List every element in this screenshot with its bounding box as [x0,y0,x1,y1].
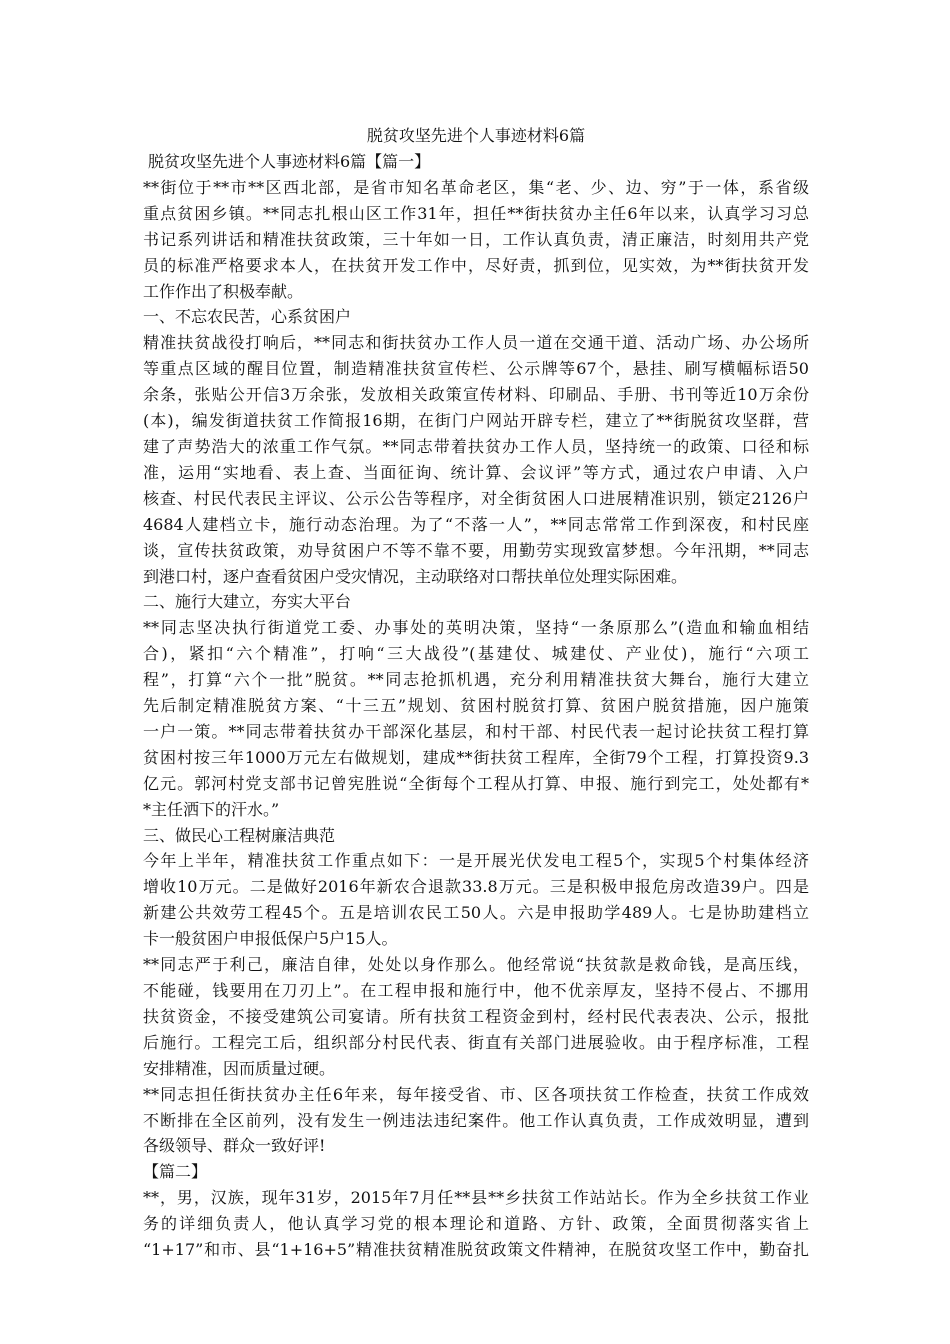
text-line: 员的标准严格要求本人，在扶贫开发工作中，尽好责，抓到位，见实效，为**街扶贫开发 [143,255,809,275]
text-line: 工作作出了积极奉献。 [143,281,304,301]
text-line: 一、不忘农民苦，心系贫困户 [143,307,352,327]
document-page [143,123,809,1263]
text-line: *主任洒下的汗水。” [143,799,280,819]
text-line: **同志担任街扶贫办主任6年来，每年接受省、市、区各项扶贫工作检查，扶贫工作成效 [143,1084,809,1104]
text-line: **同志坚决执行街道党工委、办事处的英明决策，坚持“一条原那么”(造血和输血相结 [143,618,809,638]
text-line: 不断排在全区前列，没有发生一例违法违纪案件。他工作认真负责，工作成效明显，遭到 [143,1110,809,1130]
text-line: 4684人建档立卡，施行动态治理。为了“不落一人”，**同志常常工作到深夜，和村民座 [143,514,809,534]
text-line: 卡一般贫困户申报低保户5户15人。 [143,929,398,949]
text-line: 书记系列讲话和精准扶贫政策，三十年如一日，工作认真负责，清正廉洁，时刻用共产党 [143,229,809,249]
text-line: 建了声势浩大的浓重工作气氛。**同志带着扶贫办工作人员，坚持统一的政策、口径和标 [143,436,809,456]
text-line: 准，运用“实地看、表上查、当面征询、统计算、会议评”等方式，通过农户申请、入户 [143,462,809,482]
text-line: 先后制定精准脱贫方案、“十三五”规划、贫困村脱贫打算、贫困户脱贫措施，因户施策 [143,696,809,716]
text-line: 脱贫攻坚先进个人事迹材料6篇【篇一】 [148,152,431,171]
text-line: 扶贫资金，不接受建筑公司宴请。所有扶贫工程资金到村，经村民代表表决、公示，报批 [143,1006,809,1026]
text-line: 一户一策。**同志带着扶贫办干部深化基层，和村干部、村民代表一起讨论扶贫工程打算 [143,721,809,741]
text-line: **同志严于利己，廉洁自律，处处以身作那么。他经常说“扶贫款是救命钱，是高压线， [143,955,809,975]
text-line: 等重点区域的醒目位置，制造精准扶贫宣传栏、公示牌等67个，悬挂、刷写横幅标语50 [143,359,809,379]
text-line: 增收10万元。二是做好2016年新农合退款33.8万元。三是积极申报危房改造39户。四是 [143,877,809,897]
text-line: 【篇二】 [143,1162,208,1182]
text-line: “1+17”和市、县“1+16+5”精准扶贫精准脱贫政策文件精神，在脱贫攻坚工作中，勤奋扎 [143,1240,809,1260]
text-line: 合)，紧扣“六个精准”，打响“三大战役”(基建仗、城建仗、产业仗)，施行“六项工 [143,644,809,664]
text-line: 三、做民心工程树廉洁典范 [143,825,336,845]
text-line: 重点贫困乡镇。**同志扎根山区工作31年，担任**街扶贫办主任6年以来，认真学习习总 [143,203,809,223]
text-line: 亿元。郭河村党支部书记曾宪胜说“全街每个工程从打算、申报、施行到完工，处处都有* [143,773,809,793]
text-line: 谈，宣传扶贫政策，劝导贫困户不等不靠不要，用勤劳实现致富梦想。今年汛期，**同志 [143,540,809,560]
text-line: 务的详细负责人，他认真学习党的根本理论和道路、方针、政策，全面贯彻落实省上 [143,1214,809,1234]
text-line: 贫困村按三年1000万元左右做规划，建成**街扶贫工程库，全街79个工程，打算投资9.3 [143,747,809,767]
text-line: 后施行。工程完工后，组织部分村民代表、街直有关部门进展验收。由于程序标准，工程 [143,1032,809,1052]
text-line: 余条，张贴公开信3万余张，发放相关政策宣传材料、印刷品、手册、书刊等近10万余份 [143,385,809,405]
document-title: 脱贫攻坚先进个人事迹材料6篇 [366,126,586,145]
text-line: 不能碰，钱要用在刀刃上”。在工程申报和施行中，他不优亲厚友，坚持不侵占、不挪用 [143,981,809,1000]
text-line: (本)，编发街道扶贫工作简报16期，在街门户网站开辟专栏，建立了**街脱贫攻坚群，营 [143,411,809,431]
text-line: 核查、村民代表民主评议、公示公告等程序，对全街贫困人口进展精准识别，锁定2126户 [143,488,809,508]
text-line: 二、施行大建立，夯实大平台 [143,592,352,612]
text-line: 到港口村，逐户查看贫困户受灾情况，主动联络对口帮扶单位处理实际困难。 [143,566,688,586]
text-line: **，男，汉族，现年31岁，2015年7月任**县**乡扶贫工作站站长。作为全乡扶贫工作业 [143,1188,809,1208]
text-line: 安排精准，因而质量过硬。 [143,1058,336,1078]
document-body [143,149,809,1263]
text-line: **街位于**市**区西北部，是省市知名革命老区，集“老、少、边、穷”于一体，系省级 [143,177,809,197]
text-line: 今年上半年，精准扶贫工作重点如下：一是开展光伏发电工程5个，实现5个村集体经济 [143,851,809,871]
text-line: 各级领导、群众一致好评! [143,1136,326,1156]
text-line: 精准扶贫战役打响后，**同志和街扶贫办工作人员一道在交通干道、活动广场、办公场所 [143,333,809,353]
text-line: 程”，打算“六个一批”脱贫。**同志抢抓机遇，充分利用精准扶贫大舞台，施行大建立 [143,670,809,690]
text-line: 新建公共效劳工程45个。五是培训农民工50人。六是申报助学489人。七是协助建档立 [143,903,809,923]
